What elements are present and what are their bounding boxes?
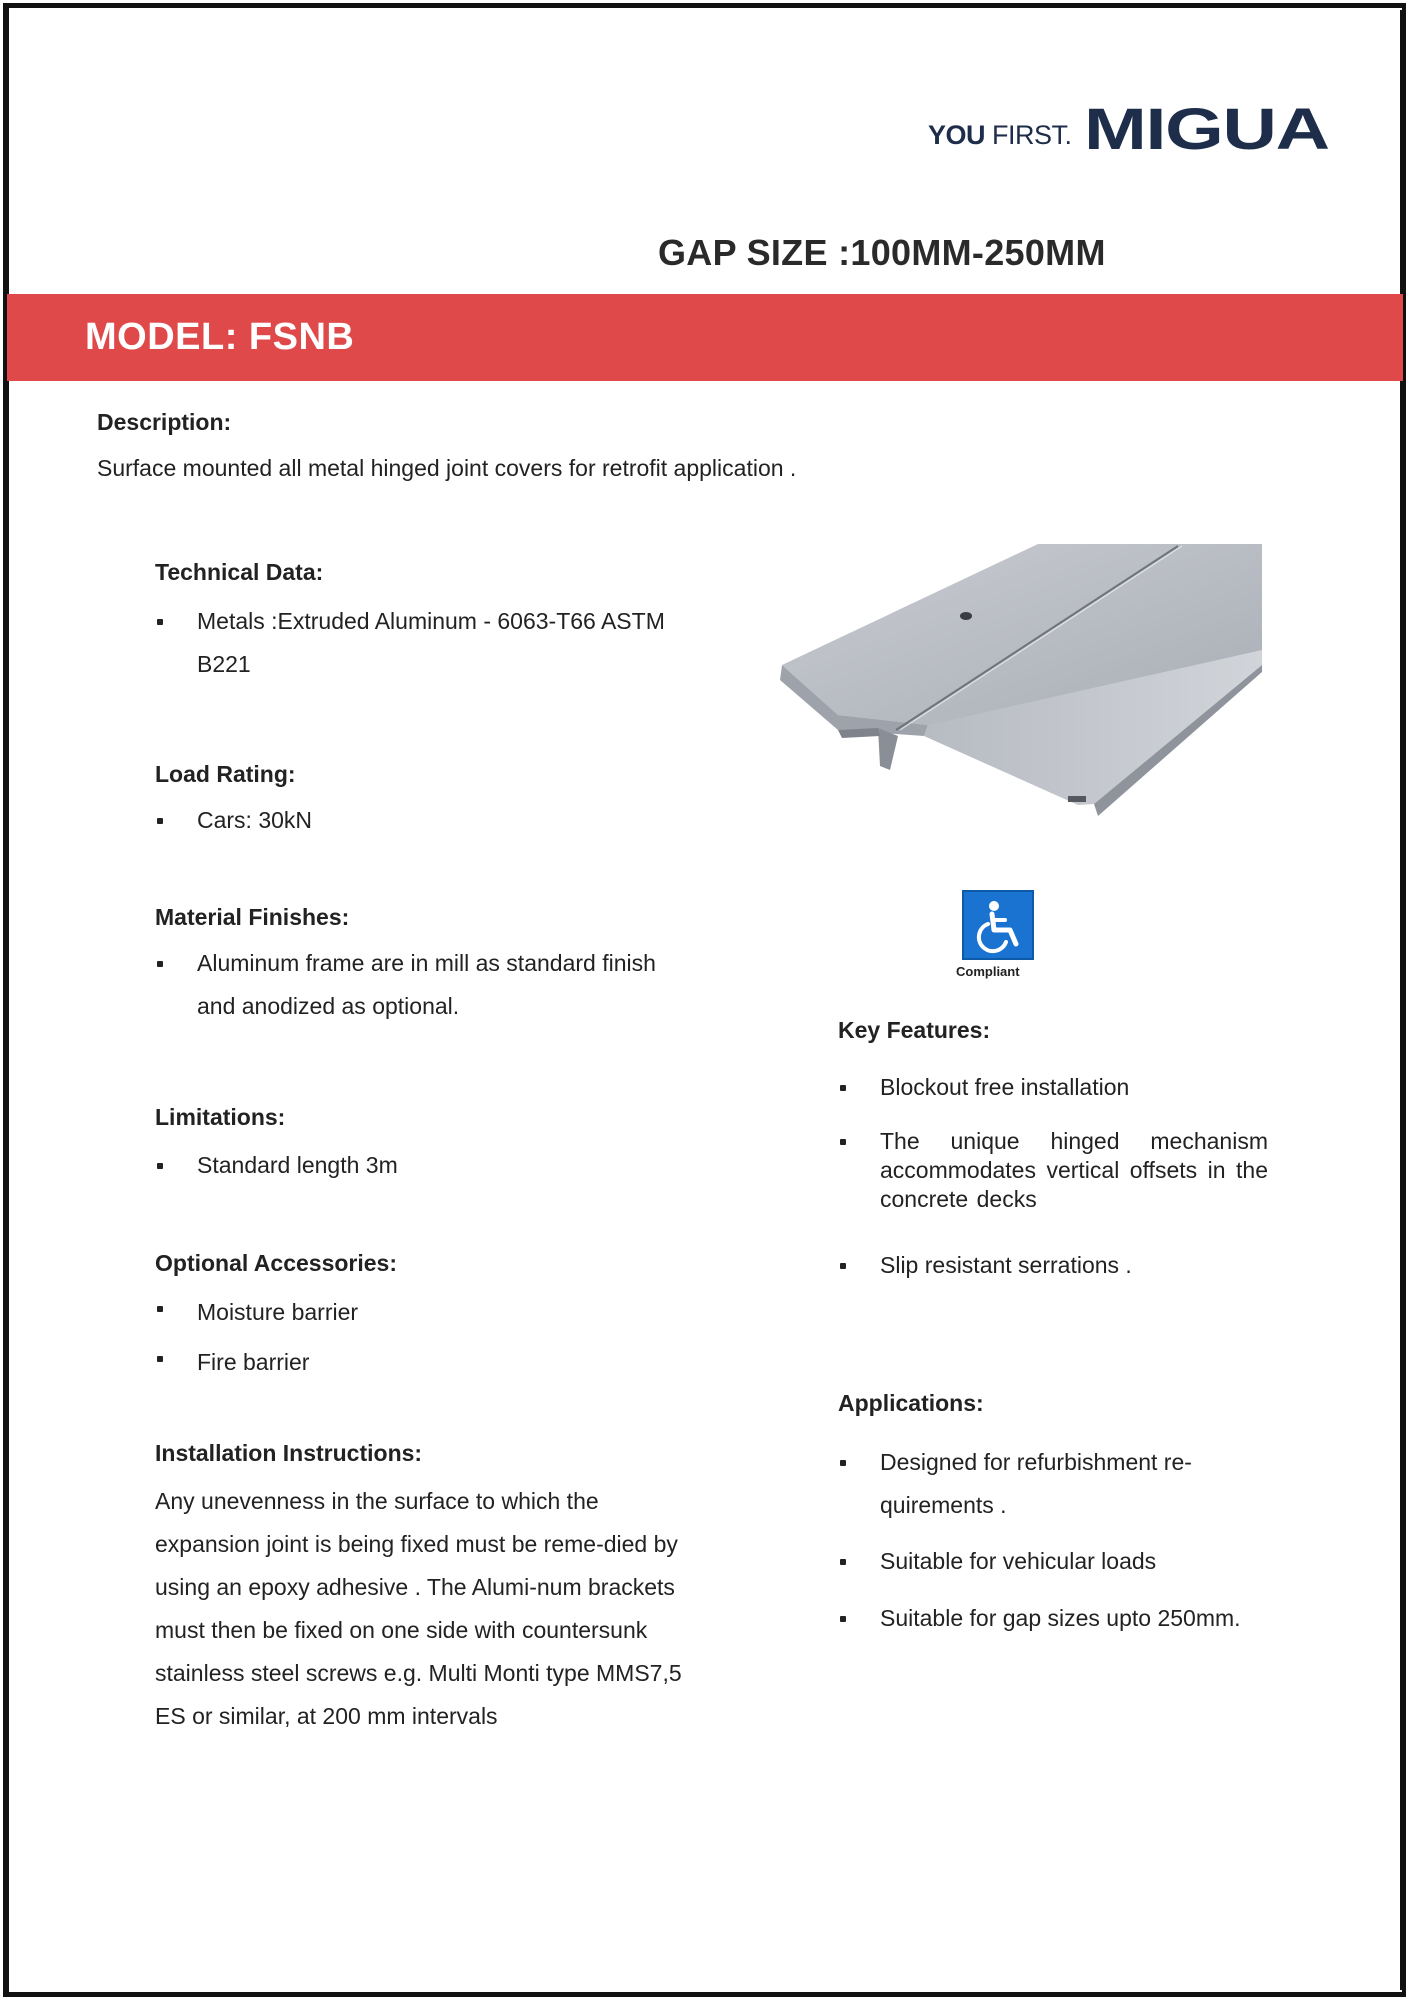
limitations-list [155,1144,695,1187]
list-item: Blockout free installation [838,1066,1268,1109]
applications-heading: Applications: [838,1390,984,1416]
material-finishes-heading: Material Finishes: [155,904,350,930]
technical-data-list [155,600,695,686]
installation-text: Any unevenness in the surface to which the expansion joint is being fixed must be reme-died by using an epoxy adhesive . The Alumi-num brackets must then be fixed on one side with countersunk stainless steel screws e.g. Multi Monti type MMS7,5 ES or similar, at 200 mm intervals [155,1488,682,1729]
limitations-heading: Limitations: [155,1104,286,1130]
technical-data-heading: Technical Data: [155,559,324,585]
tagline-first: FIRST. [992,120,1072,150]
list-item: Aluminum frame are in mill as standard finish and anodized as optional. [155,942,695,1028]
load-rating-list [155,799,695,842]
list-item: Fire barrier [155,1337,695,1387]
list-item: Designed for refurbishment re-quirements . [838,1441,1258,1527]
logo-tagline [928,120,1072,151]
list-item: Slip resistant serrations . [838,1244,1268,1287]
product-image [778,540,1262,830]
compliance-badge [956,890,1066,986]
migua-logo [928,97,1338,162]
installation-heading: Installation Instructions: [155,1440,423,1466]
key-features-list [838,1066,1268,1120]
list-item: Suitable for vehicular loads [838,1540,1258,1583]
brand-name: MIGUA [1084,97,1329,162]
description-heading: Description: [97,409,232,435]
material-finishes-list [155,942,695,1028]
optional-accessories-heading: Optional Accessories: [155,1250,398,1276]
key-features-list-2 [838,1127,1268,1214]
list-item: Moisture barrier [155,1287,695,1337]
load-rating-heading: Load Rating: [155,761,296,787]
model-title: MODEL: FSNB [85,316,355,358]
wheelchair-icon [962,890,1034,960]
list-item: Standard length 3m [155,1144,695,1187]
list-item: Metals :Extruded Aluminum - 6063-T66 ASTM B221 [155,600,695,686]
optional-accessories-list [155,1287,695,1387]
applications-list [838,1441,1258,1640]
description-text: Surface mounted all metal hinged joint covers for retrofit application . [97,455,797,481]
tagline-you: YOU [928,120,986,150]
list-item: Suitable for gap sizes upto 250mm. [838,1597,1258,1640]
model-banner [7,294,1403,381]
list-item: The unique hinged mechanism accommodates vertical offsets in the concrete decks [838,1127,1268,1214]
list-item: Cars: 30kN [155,799,695,842]
key-features-list-3 [838,1244,1268,1287]
key-features-heading: Key Features: [838,1017,991,1043]
compliance-label: Compliant [956,964,1020,979]
gap-size-title: GAP SIZE :100MM-250MM [658,232,1106,273]
